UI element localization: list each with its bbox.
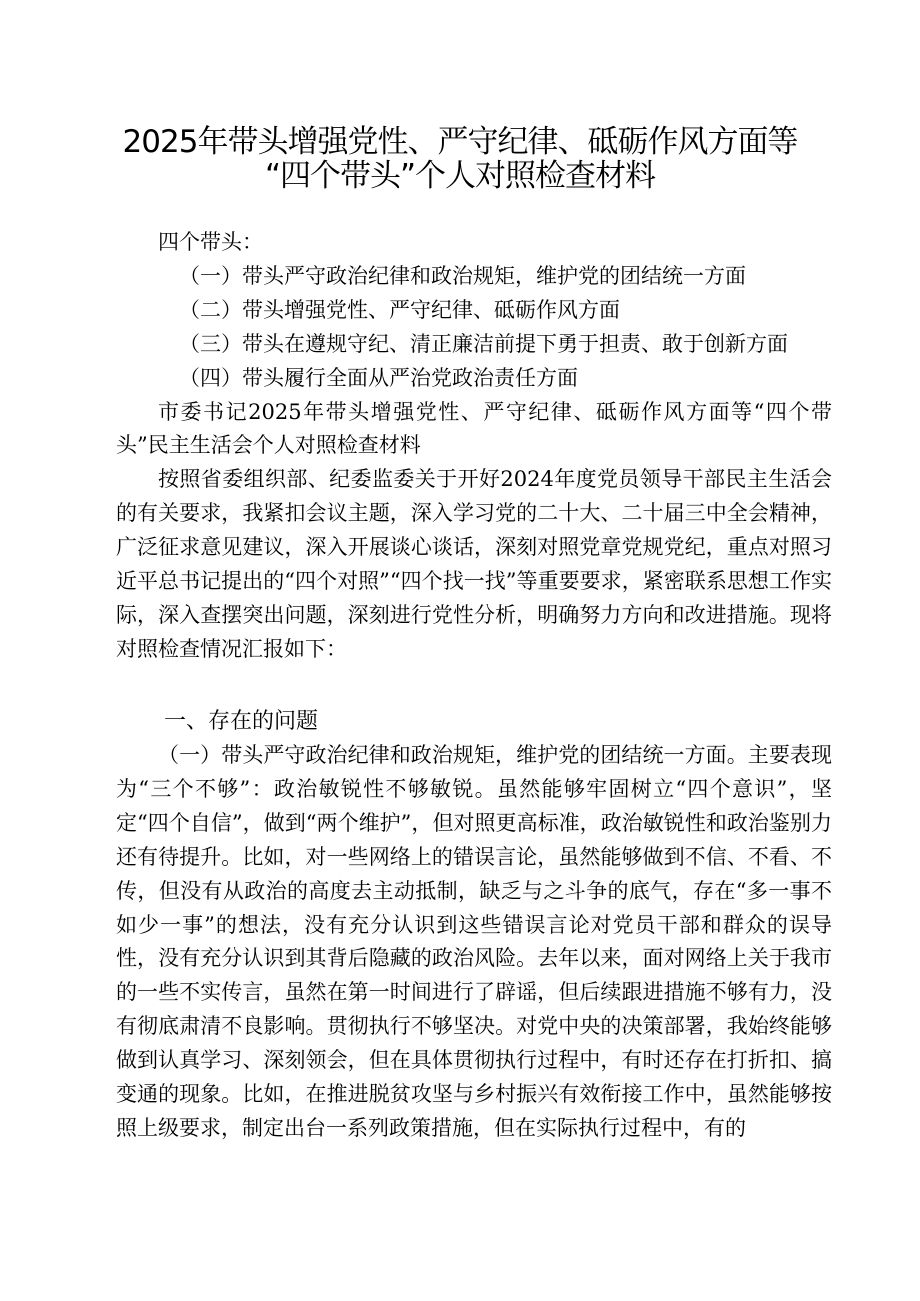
document-title-line-1: 2025年带头增强党性、严守纪律、砥砺作风方面等 <box>122 124 798 160</box>
item-1: （一）带头严守政治纪律和政治规矩，维护党的团结统一方面 <box>179 263 746 288</box>
section-1-heading: 一、存在的问题 <box>164 709 319 734</box>
opening-paragraph: 按照省委组织部、纪委监委关于开好2024年度党员领导干部民主生活会的有关要求，我紧扣会议主题，深入学习党的二十大、二十届三中全会精神，广泛征求意见建议，深入开展谈心谈话，深刻对照党章党规党纪，重点对照习近平总书记提出的“四个对照”“四个找一找”等重要要求，紧密联系思想工作实际，深入查摆突出问题，深刻进行党性分析，明确努力方向和改进措施。现将对照检查情况汇报如下： <box>116 467 832 661</box>
section-1-block <box>116 739 832 1146</box>
item-4: （四）带头履行全面从严治党政治责任方面 <box>179 365 578 390</box>
intro-block <box>116 226 832 667</box>
intro-label: 四个带头： <box>158 230 263 254</box>
section-1-paragraph: （一）带头严守政治纪律和政治规矩，维护党的团结统一方面。主要表现为“三个不够”：政治敏锐性不够敏锐。虽然能够牢固树立“四个意识”，坚定“四个自信”，做到“两个维护”，但对照更高标准，政治敏锐性和政治鉴别力还有待提升。比如，对一些网络上的错误言论，虽然能够做到不信、不看、不传，但没有从政治的高度去主动抵制，缺乏与之斗争的底气，存在“多一事不如少一事”的想法，没有充分认识到这些错误言论对党员干部和群众的误导性，没有充分认识到其背后隐藏的政治风险。去年以来，面对网络上关于我市的一些不实传言，虽然在第一时间进行了辟谣，但后续跟进措施不够有力，没有彻底肃清不良影响。贯彻执行不够坚决。对党中央的决策部署，我始终能够做到认真学习、深刻领会，但在具体贯彻执行过程中，有时还存在打折扣、搞变通的现象。比如，在推进脱贫攻坚与乡村振兴有效衔接工作中，虽然能够按照上级要求，制定出台一系列政策措施，但在实际执行过程中，有的 <box>116 743 832 1140</box>
document-title-line-2: “四个带头”个人对照检查材料 <box>264 158 656 194</box>
subtitle-paragraph: 市委书记2025年带头增强党性、严守纪律、砥砺作风方面等“四个带头”民主生活会个人对照检查材料 <box>116 399 832 458</box>
item-2: （二）带头增强党性、严守纪律、砥砺作风方面 <box>179 297 620 322</box>
item-3: （三）带头在遵规守纪、清正廉洁前提下勇于担责、敢于创新方面 <box>179 331 788 356</box>
